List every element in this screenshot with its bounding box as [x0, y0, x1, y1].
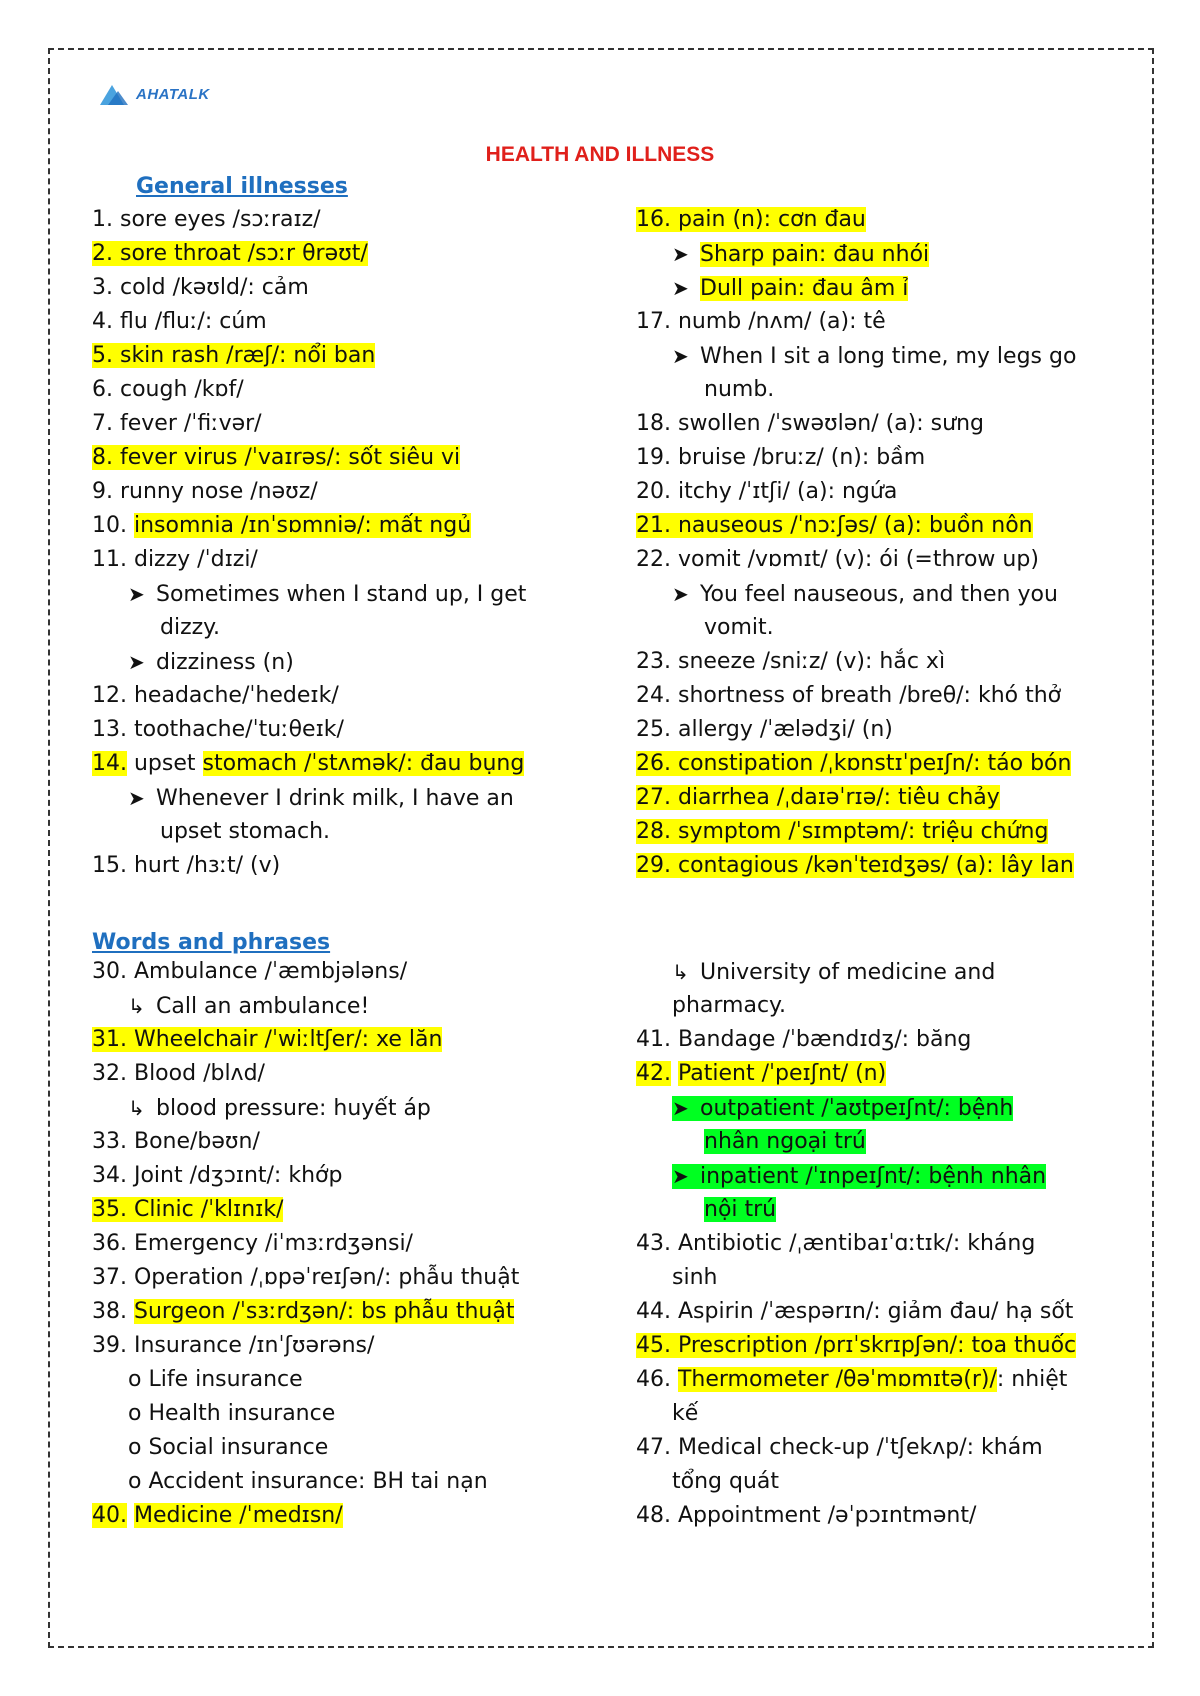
vocab-line: 33. Bone/bəʊn/: [92, 1129, 260, 1154]
vocab-line: sinh: [672, 1265, 718, 1290]
vocab-line: 48. Appointment /əˈpɔɪntmənt/: [636, 1503, 977, 1528]
vocab-line: 28. symptom /ˈsɪmptəm/: triệu chứng: [636, 819, 1049, 844]
vocab-line: ➤ inpatient /ˈɪnpeɪʃnt/: bệnh nhân: [672, 1164, 1047, 1189]
vocab-line: 34. Joint /dʒɔɪnt/: khớp: [92, 1163, 343, 1188]
vocab-line: nhân ngoại trú: [704, 1129, 866, 1154]
vocab-line: 3. cold /kəʊld/: cảm: [92, 275, 309, 300]
vocab-line: 24. shortness of breath /breθ/: khó thở: [636, 683, 1062, 708]
vocab-line: 4. flu /fluː/: cúm: [92, 309, 267, 334]
vocab-line: 31. Wheelchair /ˈwiːltʃer/: xe lăn: [92, 1027, 443, 1052]
vocab-line: 44. Aspirin /ˈæspərɪn/: giảm đau/ hạ sốt: [636, 1299, 1074, 1324]
vocab-line: tổng quát: [672, 1469, 780, 1494]
vocab-line: 15. hurt /hɜːt/ (v): [92, 853, 281, 878]
vocab-line: 22. vomit /vɒmɪt/ (v): ói (=throw up): [636, 547, 1039, 572]
vocab-line: ↳ Call an ambulance!: [128, 994, 370, 1019]
vocab-line: kế: [672, 1401, 699, 1426]
vocab-line: 13. toothache/ˈtuːθeɪk/: [92, 717, 344, 742]
vocab-line: 43. Antibiotic /ˌæntibaɪˈɑːtɪk/: kháng: [636, 1231, 1036, 1256]
arrow-bullet-icon: ➤: [128, 582, 145, 606]
vocab-line: ➤ Whenever I drink milk, I have an: [128, 786, 514, 811]
section-heading-words-and-phrases: Words and phrases: [92, 930, 331, 955]
vocab-line: 29. contagious /kənˈteɪdʒəs/ (a): lây lan: [636, 853, 1074, 878]
vocab-line: 2. sore throat /sɔːr θrəʊt/: [92, 241, 368, 266]
page-title: HEALTH AND ILLNESS: [485, 143, 715, 166]
arrow-bullet-icon: ➤: [128, 650, 145, 674]
vocab-line: 20. itchy /ˈɪtʃi/ (a): ngứa: [636, 479, 898, 504]
vocab-line: pharmacy.: [672, 993, 786, 1018]
vocab-line: 5. skin rash /ræʃ/: nổi ban: [92, 343, 376, 368]
vocab-line: 9. runny nose /nəʊz/: [92, 479, 318, 504]
vocab-line: ➤ You feel nauseous, and then you: [672, 582, 1058, 607]
logo-mark-icon: [98, 81, 134, 107]
vocab-line: 40. Medicine /ˈmedɪsn/: [92, 1503, 343, 1528]
vocab-line: ➤ When I sit a long time, my legs go: [672, 344, 1077, 369]
vocab-line: ➤ outpatient /ˈaʊtpeɪʃnt/: bệnh: [672, 1096, 1014, 1121]
vocab-line: ➤ Sometimes when I stand up, I get: [128, 582, 527, 607]
arrow-bullet-icon: ➤: [672, 276, 689, 300]
vocab-line: 10. insomnia /ɪnˈsɒmniə/: mất ngủ: [92, 513, 472, 538]
vocab-line: 46. Thermometer /θəˈmɒmɪtə(r)/: nhiệt: [636, 1367, 1068, 1392]
arrow-bullet-icon: ➤: [672, 344, 689, 368]
vocab-line: ➤ Sharp pain: đau nhói: [672, 242, 930, 267]
vocab-line: numb.: [704, 377, 775, 402]
arrow-bullet-icon: ➤: [128, 786, 145, 810]
vocab-line: 14. upset stomach /ˈstʌmək/: đau bụng: [92, 751, 525, 776]
vocab-line: ↳ blood pressure: huyết áp: [128, 1096, 431, 1121]
vocab-line: 35. Clinic /ˈklɪnɪk/: [92, 1197, 284, 1222]
vocab-line: 27. diarrhea /ˌdaɪəˈrɪə/: tiêu chảy: [636, 785, 1000, 810]
vocab-line: ➤ Dull pain: đau âm ỉ: [672, 276, 909, 301]
vocab-line: 11. dizzy /ˈdɪzi/: [92, 547, 258, 572]
vocab-line: 1. sore eyes /sɔːraɪz/: [92, 207, 321, 232]
vocab-line: 45. Prescription /prɪˈskrɪpʃən/: toa thuốc: [636, 1333, 1077, 1358]
section-heading-general-illnesses: General illnesses: [136, 174, 348, 199]
vocab-line: o Accident insurance: BH tai nạn: [128, 1469, 488, 1494]
curved-arrow-icon: ↳: [128, 1096, 145, 1120]
vocab-line: 32. Blood /blʌd/: [92, 1061, 265, 1086]
vocab-line: 30. Ambulance /ˈæmbjələns/: [92, 959, 408, 984]
logo: [98, 80, 210, 108]
vocab-line: dizzy.: [160, 615, 221, 640]
arrow-bullet-icon: ➤: [672, 242, 689, 266]
vocab-line: 21. nauseous /ˈnɔːʃəs/ (a): buồn nôn: [636, 513, 1033, 538]
logo-text: AHATALK: [136, 85, 210, 103]
arrow-bullet-icon: ➤: [672, 582, 689, 606]
vocab-line: ➤ dizziness (n): [128, 650, 294, 675]
vocab-line: 7. fever /ˈfiːvər/: [92, 411, 262, 436]
curved-arrow-icon: ↳: [128, 994, 145, 1018]
arrow-bullet-icon: ➤: [672, 1164, 689, 1188]
vocab-line: vomit.: [704, 615, 774, 640]
vocab-line: o Life insurance: [128, 1367, 303, 1392]
vocab-line: 37. Operation /ˌɒpəˈreɪʃən/: phẫu thuật: [92, 1265, 520, 1290]
vocab-line: nội trú: [704, 1197, 777, 1222]
vocab-line: o Health insurance: [128, 1401, 336, 1426]
vocab-line: 38. Surgeon /ˈsɜːrdʒən/: bs phẫu thuật: [92, 1299, 515, 1324]
vocab-line: 6. cough /kɒf/: [92, 377, 244, 402]
vocab-line: 39. Insurance /ɪnˈʃʊərəns/: [92, 1333, 375, 1358]
vocab-line: 16. pain (n): cơn đau: [636, 207, 866, 232]
vocab-line: 36. Emergency /iˈmɜːrdʒənsi/: [92, 1231, 413, 1256]
vocab-line: 8. fever virus /ˈvaɪrəs/: sốt siêu vi: [92, 445, 461, 470]
vocab-line: 42. Patient /ˈpeɪʃnt/ (n): [636, 1061, 887, 1086]
vocab-line: 41. Bandage /ˈbændɪdʒ/: băng: [636, 1027, 972, 1052]
vocab-line: 17. numb /nʌm/ (a): tê: [636, 309, 886, 334]
curved-arrow-icon: ↳: [672, 960, 689, 984]
vocab-line: 18. swollen /ˈswəʊlən/ (a): sưng: [636, 411, 984, 436]
vocab-line: 12. headache/ˈhedeɪk/: [92, 683, 339, 708]
arrow-bullet-icon: ➤: [672, 1096, 689, 1120]
vocab-line: 19. bruise /bruːz/ (n): bầm: [636, 445, 926, 470]
vocab-line: 47. Medical check-up /ˈtʃekʌp/: khám: [636, 1435, 1043, 1460]
vocab-line: 25. allergy /ˈælədʒi/ (n): [636, 717, 893, 742]
vocab-line: o Social insurance: [128, 1435, 329, 1460]
vocab-line: ↳ University of medicine and: [672, 960, 996, 985]
vocab-line: 23. sneeze /sniːz/ (v): hắc xì: [636, 649, 946, 674]
vocab-line: 26. constipation /ˌkɒnstɪˈpeɪʃn/: táo bón: [636, 751, 1072, 776]
vocab-line: upset stomach.: [160, 819, 331, 844]
